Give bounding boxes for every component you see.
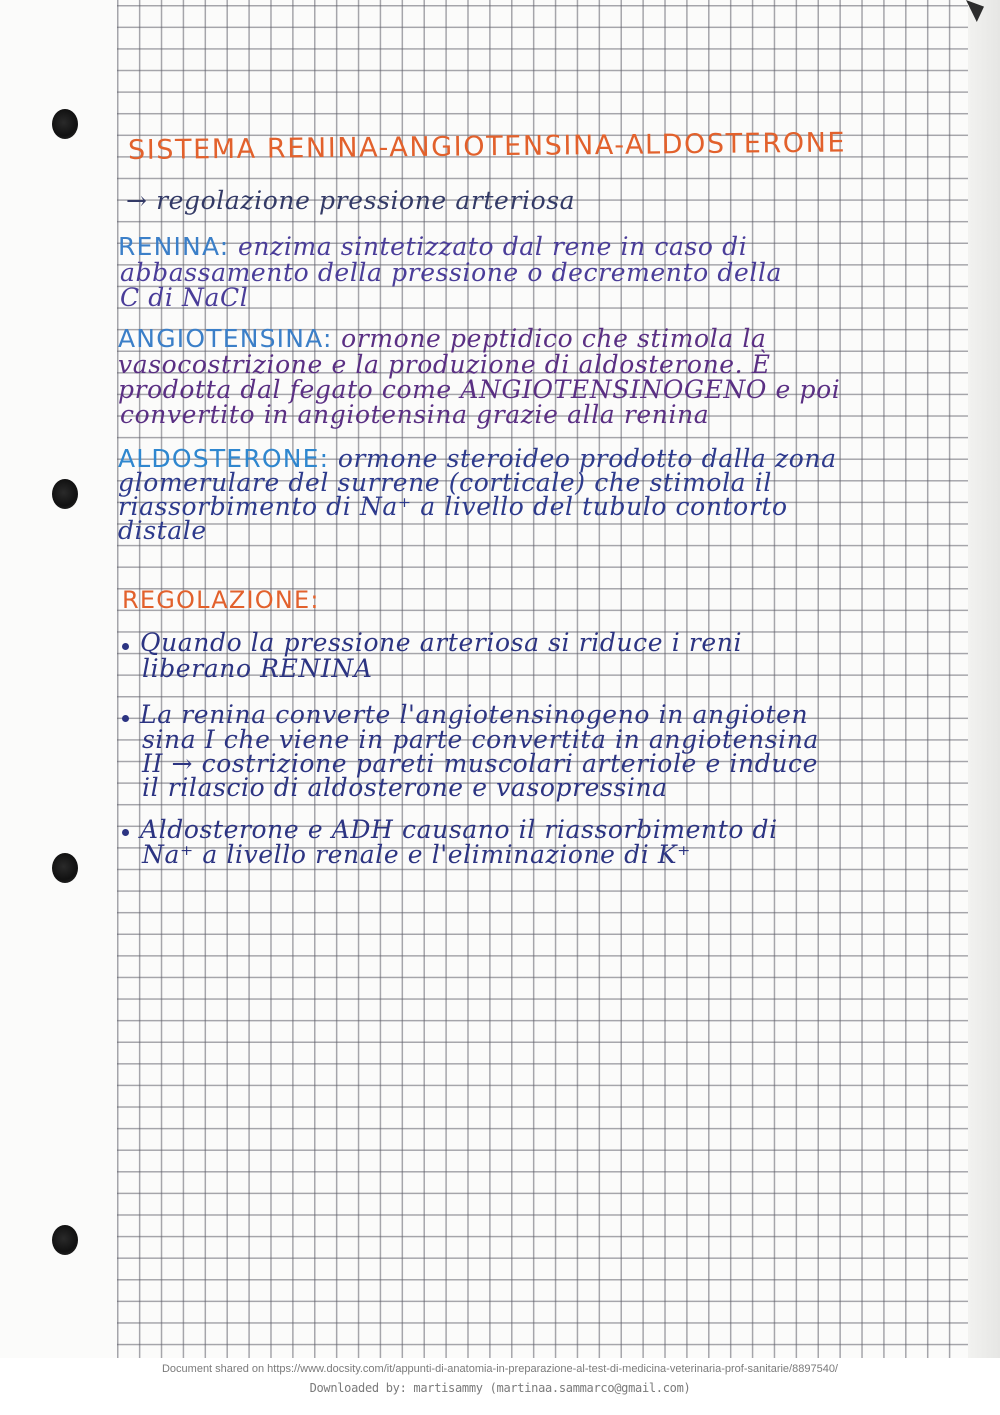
definition-line: C di NaCl — [120, 283, 249, 312]
intro-line: → regolazione pressione arteriosa — [126, 186, 576, 215]
bullet-dot — [122, 715, 129, 722]
list-item-line: sina I che viene in parte convertita in angiotensina — [142, 725, 819, 754]
bullet-dot — [122, 829, 129, 836]
list-item-line: Na⁺ a livello renale e l'eliminazione di K⁺ — [142, 840, 691, 869]
definition-line: ANGIOTENSINA: ormone peptidico che stimola la — [118, 324, 767, 353]
term-aldosterone: ALDOSTERONE: — [118, 444, 330, 473]
source-footer: Document shared on https://www.docsity.com/it/appunti-di-anatomia-in-preparazione-al-test-di-medicina-veterinaria-prof-sanitarie/8897540/ — [161, 1363, 838, 1375]
list-item-line: II → costrizione pareti muscolari arteriole e induce — [142, 749, 819, 778]
section-heading: REGOLAZIONE: — [122, 586, 320, 614]
definition-line: abbassamento della pressione o decremento della — [120, 258, 783, 287]
download-footer: Downloaded by: martisammy (martinaa.sammarco@gmail.com) — [309, 1381, 691, 1395]
definition-line: prodotta dal fegato come ANGIOTENSINOGENO e poi — [118, 375, 841, 404]
term-renina: RENINA: — [118, 232, 230, 261]
definition-line: RENINA: enzima sintetizzato dal rene in caso di — [118, 232, 748, 261]
definition-line: glomerulare del surrene (corticale) che stimola il — [118, 468, 772, 497]
list-item-line: Quando la pressione arteriosa si riduce i reni — [140, 628, 743, 657]
list-item-line: il rilascio di aldosterone e vasopressina — [142, 773, 668, 802]
definition-line: vasocostrizione e la produzione di aldosterone. È — [118, 350, 771, 379]
list-item-line: La renina converte l'angiotensinogeno in angioten — [140, 700, 809, 729]
list-item-line: Aldosterone e ADH causano il riassorbimento di — [140, 815, 778, 844]
definition-line: convertito in angiotensina grazie alla renina — [120, 400, 710, 429]
definition-line: ALDOSTERONE: ormone steroideo prodotto dalla zona — [118, 444, 837, 473]
page-title: SISTEMA RENINA-ANGIOTENSINA-ALDOSTERONE — [127, 127, 847, 166]
bullet-dot — [122, 643, 129, 650]
definition-line: riassorbimento di Na⁺ a livello del tubulo contorto — [118, 492, 788, 521]
list-item-line: liberano RENINA — [142, 654, 373, 683]
term-angiotensina: ANGIOTENSINA: — [118, 324, 333, 353]
definition-line: distale — [118, 516, 207, 545]
